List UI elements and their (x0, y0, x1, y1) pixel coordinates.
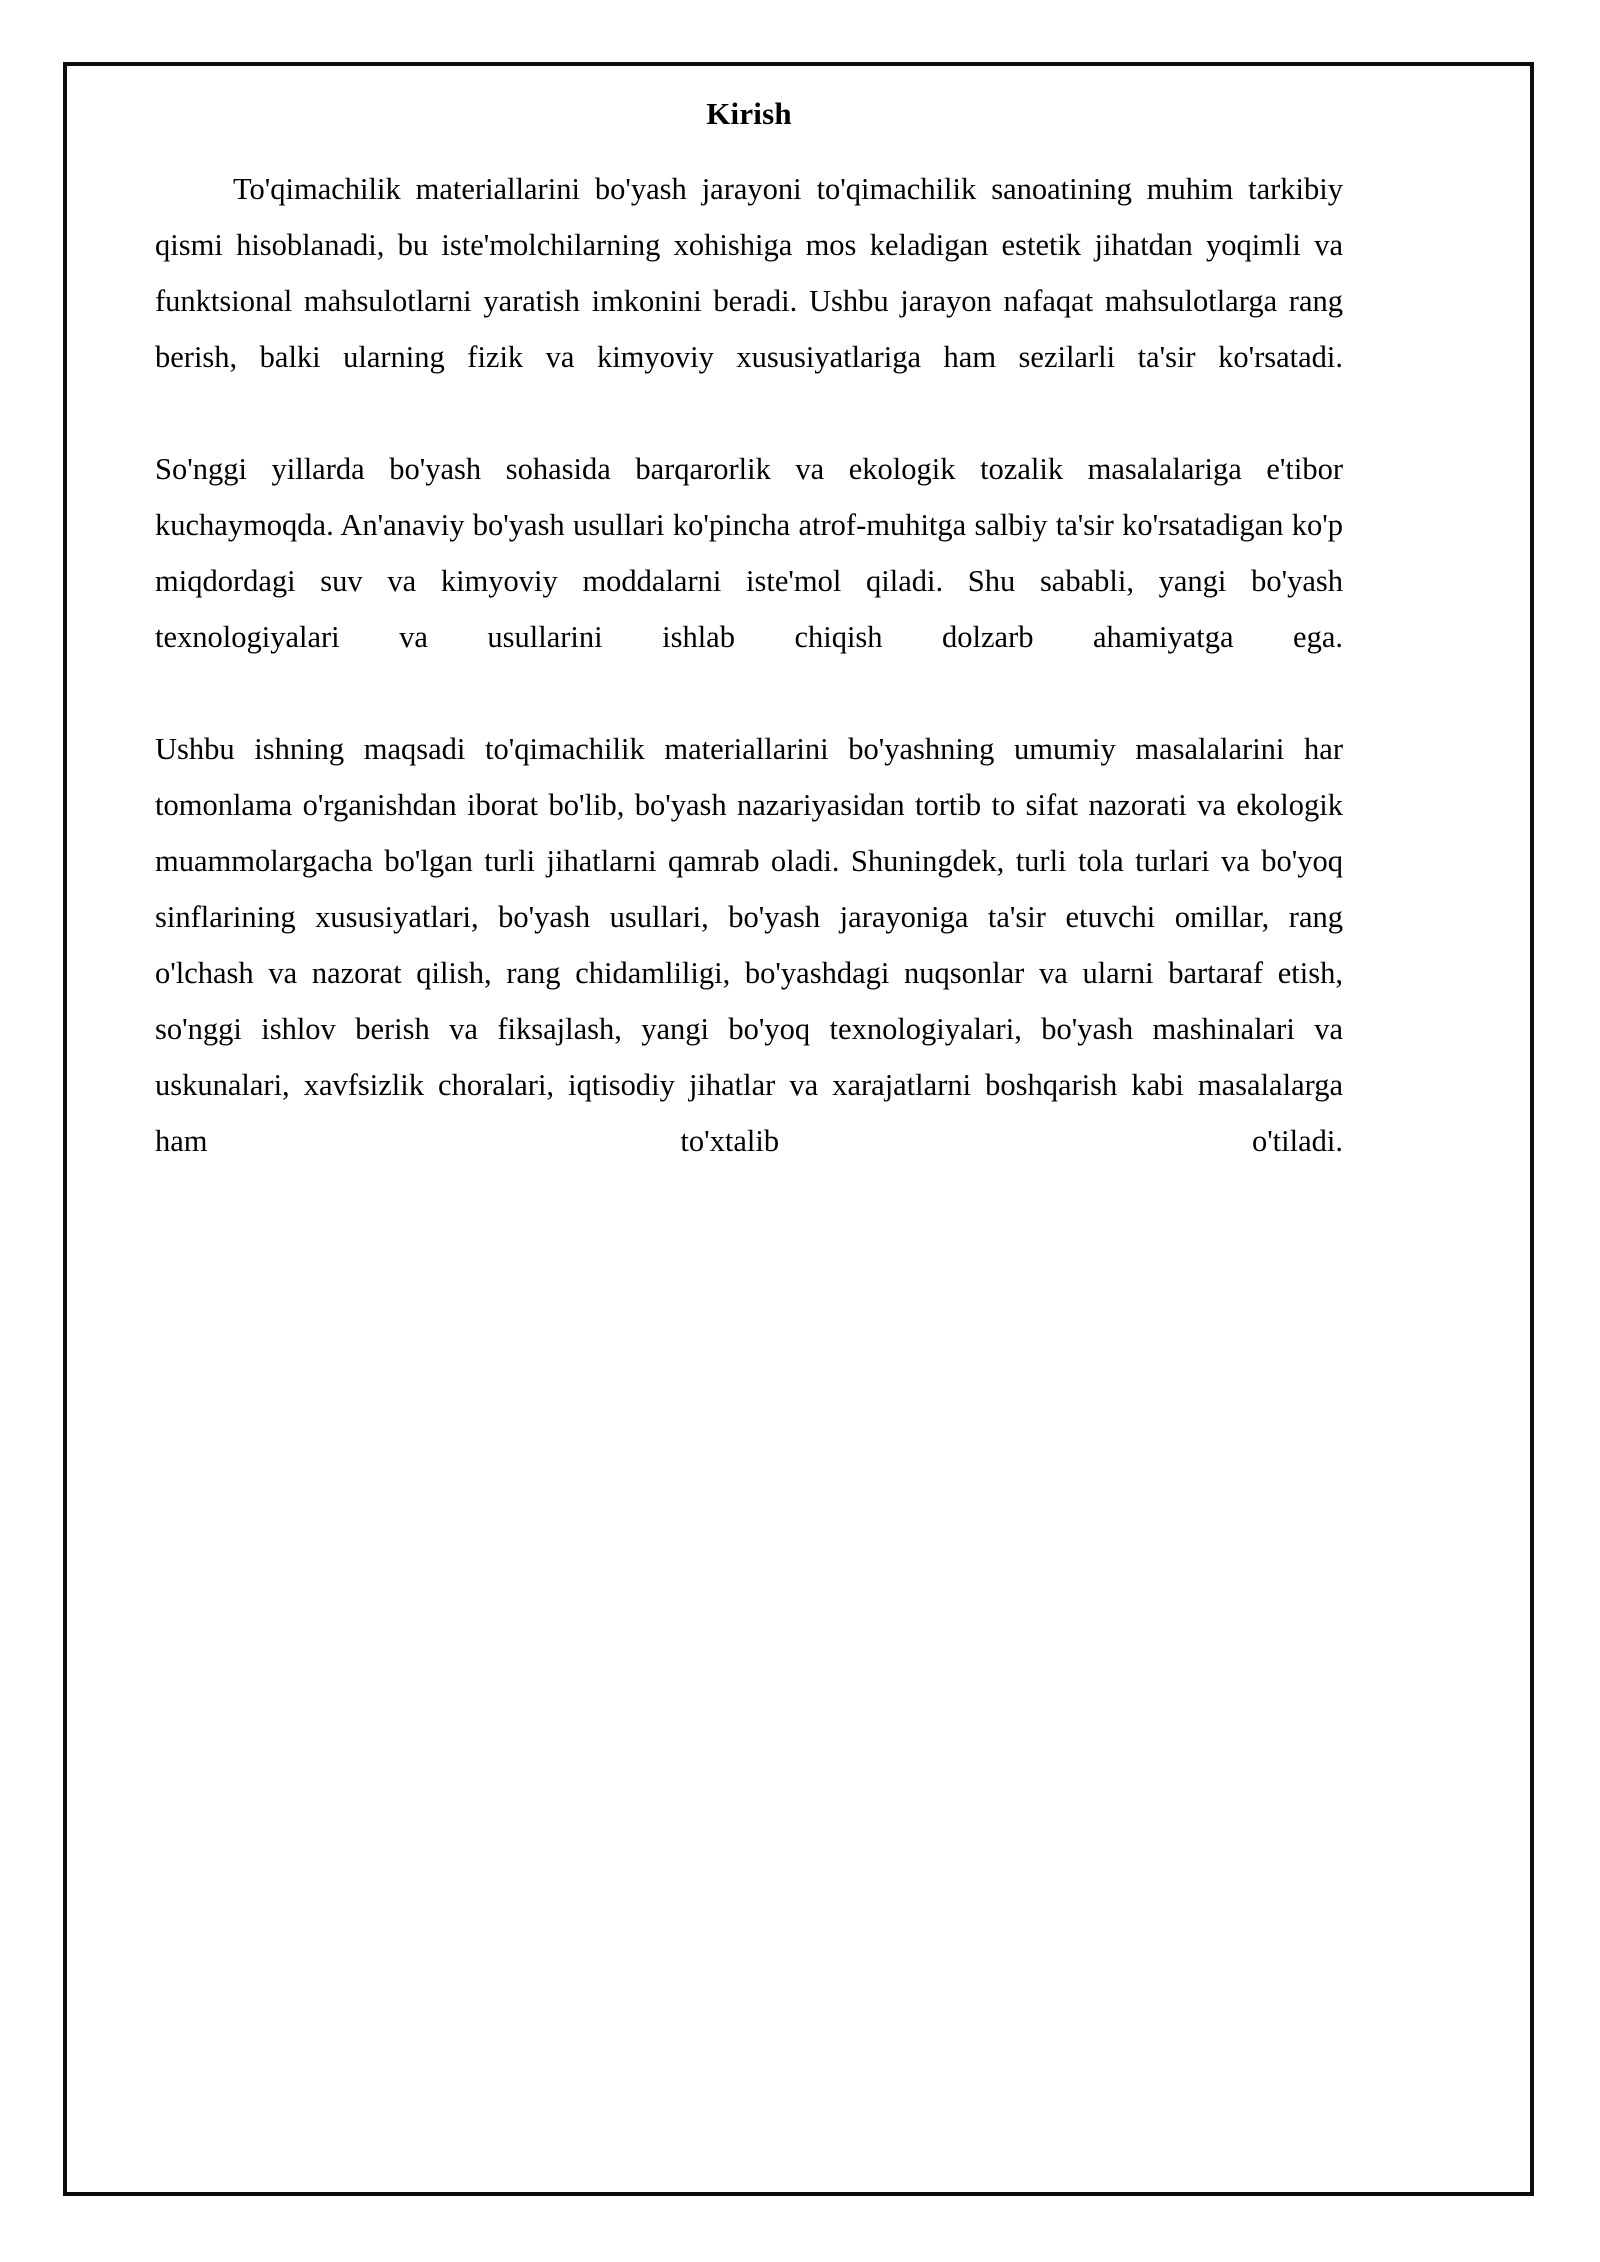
paragraph-1: To'qimachilik materiallarini bo'yash jarayoni to'qimachilik sanoatining muhim tarkibiy qismi hisoblanadi, bu iste'molchilarning xohishiga mos keladigan estetik jihatdan yoqimli va funktsional mahsulotlarni yaratish imkonini beradi. Ushbu jarayon nafaqat mahsulotlarga rang berish, balki ularning fizik va kimyoviy xususiyatlariga ham sezilarli ta'sir ko'rsatadi. (155, 172, 1343, 374)
title-spacer (155, 129, 1343, 143)
page-title: Kirish (706, 96, 792, 131)
document-page (63, 62, 1534, 2196)
paragraph-3: Ushbu ishning maqsadi to'qimachilik materiallarini bo'yashning umumiy masalalarini har tomonlama o'rganishdan iborat bo'lib, bo'yash nazariyasidan tortib to sifat nazorati va ekologik muammolargacha bo'lgan turli jihatlarni qamrab oladi. Shuningdek, turli tola turlari va bo'yoq sinflarining xususiyatlari, bo'yash usullari, bo'yash jarayoniga ta'sir etuvchi omillar, rang o'lchash va nazorat qilish, rang chidamliligi, bo'yashdagi nuqsonlar va ularni bartaraf etish, so'nggi ishlov berish va fiksajlash, yangi bo'yoq texnologiyalari, bo'yash mashinalari va uskunalari, xavfsizlik choralari, iqtisodiy jihatlar va xarajatlarni boshqarish kabi masalalarga ham to'xtalib o'tiladi. (155, 732, 1343, 1158)
paragraph-2: So'nggi yillarda bo'yash sohasida barqarorlik va ekologik tozalik masalalariga e'tibor kuchaymoqda. An'anaviy bo'yash usullari ko'pincha atrof-muhitga salbiy ta'sir ko'rsatadigan ko'p miqdordagi suv va kimyoviy moddalarni iste'mol qiladi. Shu sababli, yangi bo'yash texnologiyalari va usullarini ishlab chiqish dolzarb ahamiyatga ega. (155, 452, 1343, 654)
paragraph-spacer-1 (155, 385, 1343, 441)
page-content (155, 98, 1343, 1169)
paragraph-spacer-2 (155, 665, 1343, 721)
